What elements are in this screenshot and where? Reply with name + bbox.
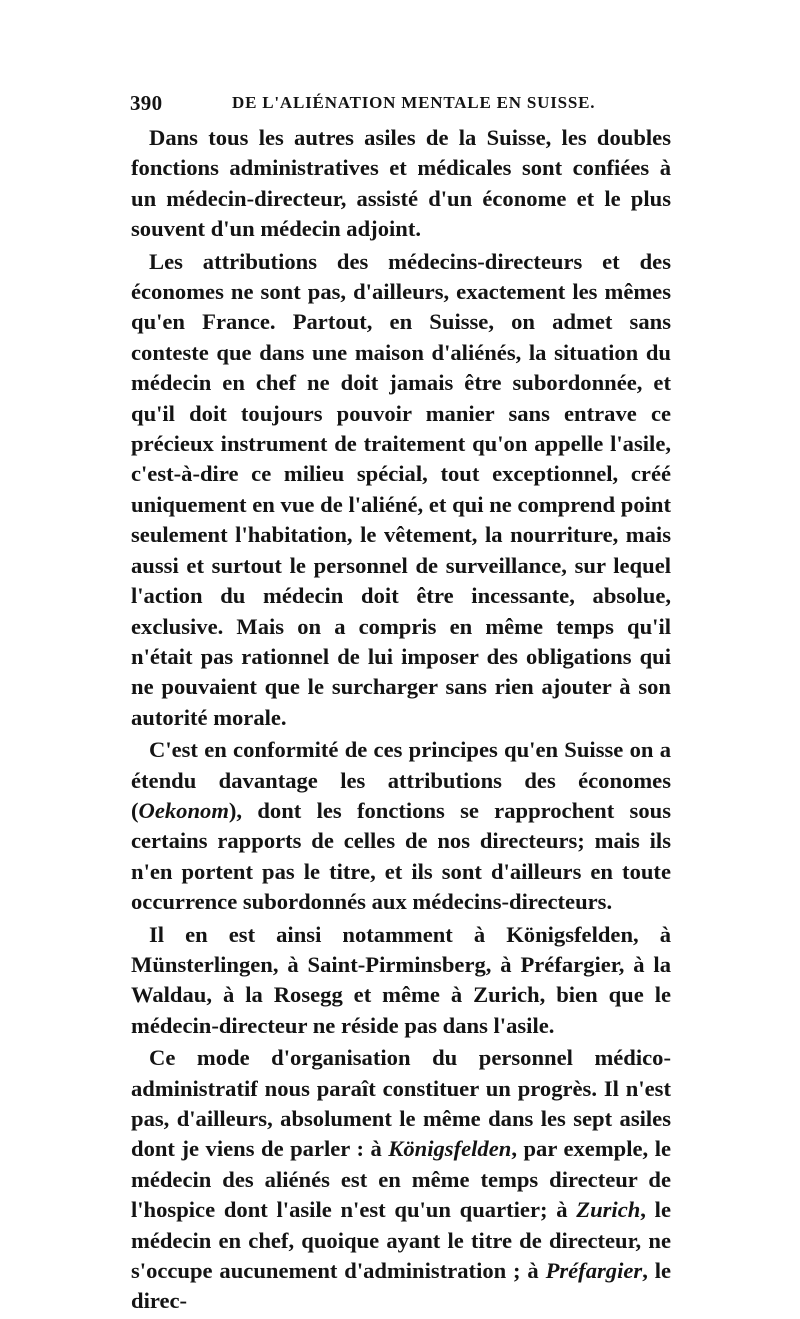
body-text — [131, 123, 671, 1319]
paragraph-5-italic-zurich: Zurich — [576, 1197, 641, 1223]
paragraph-5-text-a: Ce mode d'organisation du personnel médico-administratif nous paraît constituer un progrès. Il n'est pas, d'ailleurs, absolument le même dans les sept asiles dont je viens de parler : à — [131, 1045, 671, 1162]
paragraph-5-italic-prefargier: Préfargier — [545, 1258, 643, 1284]
paragraph-4: Il en est ainsi notamment à Königsfelden, à Münsterlingen, à Saint-Pirminsberg, à Préfargier, à la Waldau, à la Rosegg et même à Zurich, bien que le médecin-directeur ne réside pas dans l'asile. — [131, 921, 671, 1038]
running-title: DE L'ALIÉNATION MENTALE EN SUISSE. — [232, 93, 596, 112]
paragraph-5 — [131, 1043, 671, 1317]
paragraph-2: Les attributions des médecins-directeurs et des économes ne sont pas, d'ailleurs, exactement les mêmes qu'en France. Partout, en Suisse, on admet sans conteste que dans une maison d'aliénés, la situation du médecin en chef ne doit jamais être subordonnée, et qu'il doit toujours pouvoir manier sans entrave ce précieux instrument de traitement qu'on appelle l'asile, c'est-à-dire ce milieu spécial, tout exceptionnel, créé uniquement en vue de l'aliéné, et qui ne comprend point seulement l'habitation, le vêtement, la nourriture, mais aussi et surtout le personnel de surveillance, sur lequel l'action du médecin doit être incessante, absolue, exclusive. Mais on a compris en même temps qu'il n'était pas rationnel de lui imposer des obligations qui ne pouvaient que le surcharger sans rien ajouter à son autorité morale. — [131, 248, 671, 730]
paragraph-3-text-a: C'est en conformité de ces principes qu'en Suisse on a étendu davantage les attributions des économes ( — [131, 737, 671, 823]
paragraph-3-text-b: ), dont les fonctions se rapprochent sous certains rapports de celles de nos directeurs; mais ils n'en portent pas le titre, et ils sont d'ailleurs en toute occurrence subordonnés aux médecins-directeurs. — [131, 797, 671, 915]
paragraph-5-text-b: , par exemple, le médecin des aliénés est en même temps directeur de l'hospice dont l'asile n'est qu'un quartier; à — [131, 1136, 672, 1223]
paragraph-5-italic-konigsfelden: Königsfelden — [388, 1136, 512, 1162]
page-number: 390 — [130, 91, 163, 115]
paragraph-3 — [131, 735, 671, 917]
paragraph-5-text-d: , le direc- — [131, 1258, 671, 1314]
paragraph-3-italic: Oekonom — [138, 797, 229, 823]
paragraph-5-text-c: , le médecin en chef, quoique ayant le titre de directeur, ne s'occupe aucunement d'administration ; à — [131, 1197, 671, 1284]
paragraph-1: Dans tous les autres asiles de la Suisse, les doubles fonctions administratives et médicales sont confiées à un médecin-directeur, assisté d'un économe et le plus souvent d'un médecin adjoint. — [131, 125, 671, 242]
